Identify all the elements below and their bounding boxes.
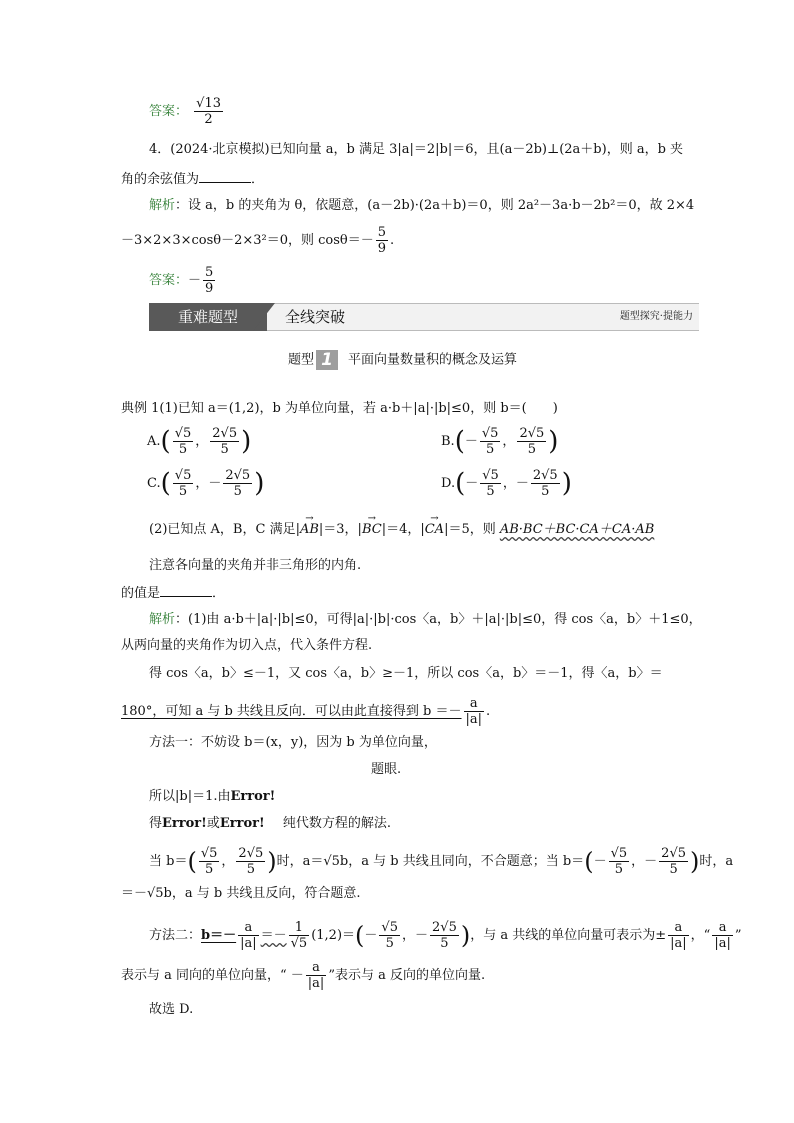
option-b: B.(－ $\frac{√5}{5}$ ， $\frac{2√5}{5}$ ) <box>441 426 559 457</box>
conclusion: 故选 D. <box>149 1002 194 1017</box>
case1-line: 当 b＝( $\frac{√5}{5}$ ， $\frac{2√5}{5}$ )时，a＝√5b，a 与 b 共线且同向，不合题意；当 b＝(－ $\frac{√5}{5}$ ，－ $\frac{2√5}{5}$ )时，a <box>149 846 734 877</box>
tiyan-note: 题眼. <box>371 762 402 777</box>
solution-line1: 解析：(1)由 a·b＋|a|·|b|≤0，可得|a|·|b|·cos〈a，b〉＋|a|·|b|≤0，得 cos〈a，b〉＋1≤0， <box>149 612 702 627</box>
solution-error-line: 得Error!或Error! 纯代数方程的解法. <box>149 816 391 831</box>
fraction: $\frac{√13}{2}$ <box>196 96 221 127</box>
example-part2: (2)已知点 A，B，C 满足|→ AB|＝3，|→ BC|＝4，|→ CA|＝5，则 AB·BC＋BC·CA＋CA·AB <box>149 521 654 539</box>
q4-answer: 答案：－ $\frac{5}{9}$ <box>149 265 214 296</box>
example-line1: 典例 1(1)已知 a＝(1,2)，b 为单位向量，若 a·b＋|a|·|b|≤0，则 b＝( ) <box>121 401 558 416</box>
section-banner <box>149 303 699 331</box>
prev-answer <box>149 96 225 127</box>
option-c: C.( $\frac{√5}{5}$ ，－ $\frac{2√5}{5}$ ) <box>147 468 265 499</box>
solution-line3: 得 cos〈a，b〉≤－1，又 cos〈a，b〉≥－1，所以 cos〈a，b〉＝－1，得〈a，b〉＝ <box>149 666 663 681</box>
fraction: $\frac{a}{|a|}$ <box>465 696 483 727</box>
solution-line2: 从两向量的夹角作为切入点，代入条件方程. <box>121 638 373 653</box>
option-d: D.(－ $\frac{√5}{5}$ ，－ $\frac{2√5}{5}$ ) <box>441 468 572 499</box>
answer-label: 答案： <box>149 104 189 119</box>
note-angle: 注意各向量的夹角并非三角形的内角. <box>149 558 362 573</box>
value-line: 的值是 ． <box>121 586 226 601</box>
method1-line: 方法一：不妨设 b＝(x，y)，因为 b 为单位向量， <box>149 735 437 750</box>
topic-heading: 题型 1 平面向量数量积的概念及运算 <box>288 350 518 370</box>
banner-right-label: 题型探究·提能力 <box>619 311 693 322</box>
answer-blank <box>160 584 212 597</box>
banner-left-label: 重难题型 <box>149 303 267 331</box>
case2-line: ＝－√5b，a 与 b 共线且反向，符合题意. <box>121 886 361 901</box>
banner-wedge <box>253 303 275 331</box>
topic-number-badge: 1 <box>316 350 338 370</box>
solution-so-line: 所以|b|＝1.由Error! <box>149 789 276 804</box>
solution-line4: 180°，可知 a 与 b 共线且反向．可以由此直接得到 b ＝－ $\frac{a}{|a|}$ . <box>121 696 491 727</box>
option-a: A.( $\frac{√5}{5}$ ， $\frac{2√5}{5}$ ) <box>147 426 252 457</box>
fraction: $\frac{5}{9}$ <box>377 225 387 256</box>
q4-line1: 4．(2024·北京模拟)已知向量 a，b 满足 3|a|＝2|b|＝6，且(a－2b)⊥(2a＋b)，则 a，b 夹 <box>149 142 684 157</box>
banner-title: 全线突破 <box>285 308 346 326</box>
q4-line2: 角的余弦值为 ． <box>121 172 265 187</box>
q4-analysis-line2: －3×2×3×cosθ－2×3²＝0，则 cosθ＝－ $\frac{5}{9}$ . <box>121 225 395 256</box>
method2-line: 方法二：b＝－ $\frac{a}{|a|}$ ＝－ $\frac{1}{√5}$ (1,2)＝(－ $\frac{√5}{5}$ ，－ $\frac{2√5}{5}$ )，与 a 共线的单位向量可表示为± $\frac{a}{|a|}$ ，“ $\frac{a}{|a|}$ ” <box>149 920 742 951</box>
repr-line: 表示与 a 同向的单位向量，“ － $\frac{a}{|a|}$ ”表示与 a 反向的单位向量. <box>121 960 486 991</box>
q4-analysis-line1: 解析：设 a，b 的夹角为 θ，依题意，(a－2b)·(2a＋b)＝0，则 2a²－3a·b－2b²＝0，故 2×4 <box>149 198 695 213</box>
topic-title: 平面向量数量积的概念及运算 <box>348 352 518 368</box>
fraction: $\frac{5}{9}$ <box>205 265 214 296</box>
answer-blank <box>199 170 251 183</box>
